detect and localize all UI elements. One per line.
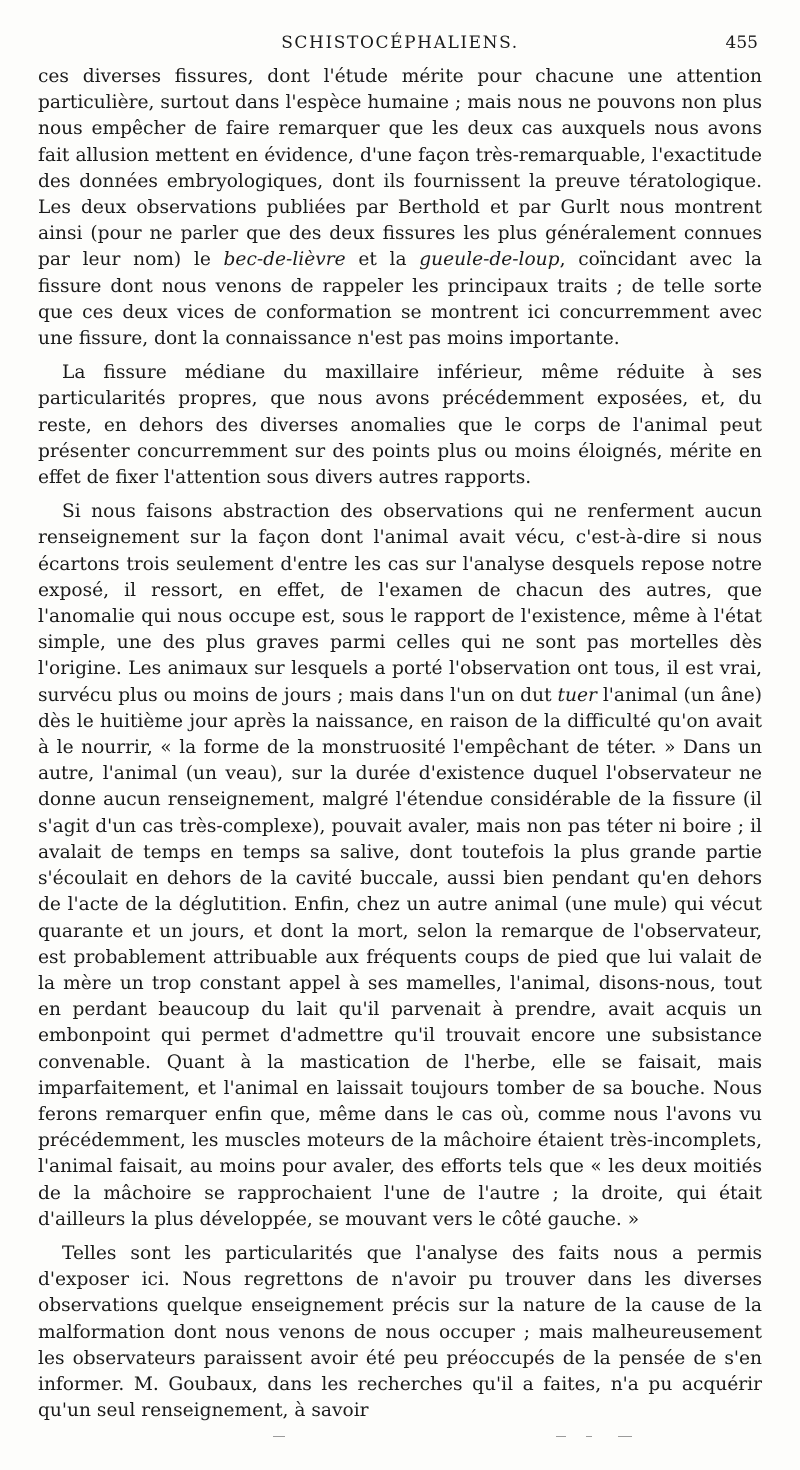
- running-head: [38, 30, 762, 56]
- footer-marks: [38, 1432, 762, 1442]
- paragraph: [38, 499, 762, 1233]
- italic-term: tuer: [557, 684, 597, 706]
- text-run: La fissure médiane du maxillaire inférieur, même réduite à ses particularités propres, que nous avons précédemment exposées, et, du reste, en dehors des diverses anomalies que le corps de l'animal peut présenter concurremment sur des points plus ou moins éloignés, mérite en effet de fixer l'attention sous divers autres rapports.: [38, 362, 762, 489]
- footer-dash: [586, 1436, 592, 1437]
- footer-dash: [618, 1436, 632, 1437]
- italic-term: gueule-de-loup: [419, 249, 560, 271]
- footer-dash: [556, 1436, 566, 1437]
- text-run: , coïncidant avec la fissure dont nous venons de rappeler les principaux traits ; de telle sorte que ces deux vices de conformation se montrent ici concurremment avec une fissure, dont la connaissance n'est pas moins importante.: [38, 249, 762, 350]
- text-run: ces diverses fissures, dont l'étude mérite pour chacune une attention particulière, surtout dans l'espèce humaine ; mais nous ne pouvons non plus nous empêcher de faire remarquer que les deux cas auxquels nous avons fait allusion mettent en évidence, d'une façon très-remarquable, l'exactitude des données embryologiques, dont ils fournissent la preuve tératologique. Les deux observations publiées par Berthold et par Gurlt nous montrent ainsi (pour ne parler que des deux fissures les plus généralement connues par leur nom) le: [38, 66, 762, 271]
- paragraph: [38, 360, 762, 491]
- text-run: Si nous faisons abstraction des observations qui ne renferment aucun renseignement sur la façon dont l'animal avait vécu, c'est-à-dire si nous écartons trois seulement d'entre les cas sur l'analyse desquels repose notre exposé, il ressort, en effet, de l'examen de chacun des autres, que l'anomalie qui nous occupe est, sous le rapport de l'existence, même à l'état simple, une des plus graves parmi celles qui ne sont pas mortelles dès l'origine. Les animaux sur lesquels a porté l'observation ont tous, il est vrai, survécu plus ou moins de jours ; mais dans l'un on dut: [38, 501, 762, 706]
- page-number: 455: [725, 33, 758, 53]
- footer-dash: [273, 1436, 285, 1437]
- italic-term: bec-de-lièvre: [223, 249, 346, 271]
- text-run: Telles sont les particularités que l'analyse des faits nous a permis d'exposer ici. Nous regrettons de n'avoir pu trouver dans les diverses observations quelque enseignement précis sur la nature de la cause de la malformation dont nous venons de nous occuper ; mais malheureusement les observateurs paraissent avoir été peu préoccupés de la pensée de s'en informer. M. Goubaux, dans les recherches qu'il a faites, n'a pu acquérir qu'un seul renseignement, à savoir: [38, 1242, 762, 1422]
- text-run: et la: [345, 249, 420, 271]
- running-title: SCHISTOCÉPHALIENS.: [281, 33, 519, 53]
- paragraph: [38, 1241, 762, 1424]
- body-text: [38, 64, 762, 1424]
- text-run: l'animal (un âne) dès le huitième jour après la naissance, en raison de la difficulté qu'on avait à le nourrir, « la forme de la monstruosité l'empêchant de téter. » Dans un autre, l'animal (un veau), sur la durée d'existence duquel l'observateur ne donne aucun renseignement, malgré l'étendue considérable de la fissure (il s'agit d'un cas très-complexe), pouvait avaler, mais non pas téter ni boire ; il avalait de temps en temps sa salive, dont toutefois la plus grande partie s'écoulait en dehors de la cavité buccale, aussi bien pendant qu'en dehors de l'acte de la déglutition. Enfin, chez un autre animal (une mule) qui vécut quarante et un jours, et dont la mort, selon la remarque de l'observateur, est probablement attribuable aux fréquents coups de pied que lui valait de la mère un trop constant appel à ses mamelles, l'animal, disons-nous, tout en perdant beaucoup du lait qu'il parvenait à prendre, avait acquis un embonpoint qui permet d'admettre qu'il trouvait encore une subsistance convenable. Quant à la mastication de l'herbe, elle se faisait, mais imparfaitement, et l'animal en laissait toujours tomber de sa bouche. Nous ferons remarquer enfin que, même dans le cas où, comme nous l'avons vu précédemment, les muscles moteurs de la mâchoire étaient très-incomplets, l'animal faisait, au moins pour avaler, des efforts tels que « les deux moitiés de la mâchoire se rapprochaient l'une de l'autre ; la droite, qui était d'ailleurs la plus développée, se mouvant vers le côté gauche. »: [38, 684, 763, 1230]
- paragraph: [38, 64, 762, 352]
